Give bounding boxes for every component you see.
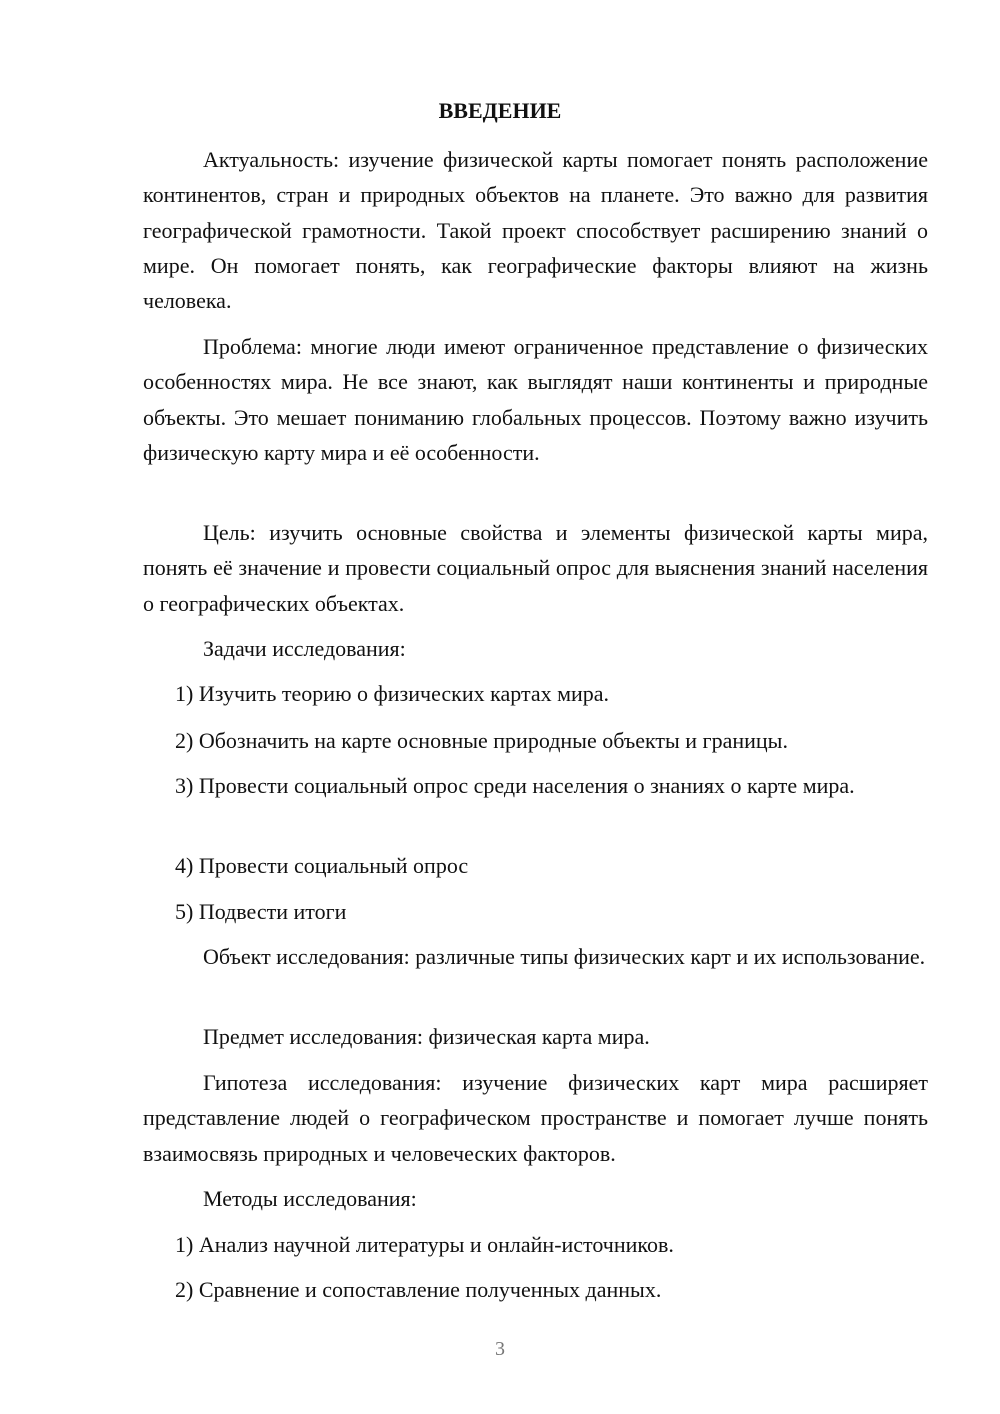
task-item-3: 3) Провести социальный опрос среди населения о знаниях о карте мира. xyxy=(175,773,855,798)
task-item-5: 5) Подвести итоги xyxy=(175,899,347,924)
methods-heading: Методы исследования: xyxy=(203,1186,417,1211)
task-item-2: 2) Обозначить на карте основные природные объекты и границы. xyxy=(175,728,788,753)
problem-paragraph: Проблема: многие люди имеют ограниченное представление о физических особенностях мира. Не все знают, как выглядят наши континенты и природные объекты. Это мешает пониманию глобальных процессов. Поэтому важно изучить физическую карту мира и её особенности. xyxy=(143,334,928,465)
goal-paragraph: Цель: изучить основные свойства и элементы физической карты мира, понять её значение и провести социальный опрос для выяснения знаний населения о географических объектах. xyxy=(143,520,928,616)
method-item-2: 2) Сравнение и сопоставление полученных данных. xyxy=(175,1277,662,1302)
tasks-heading: Задачи исследования: xyxy=(203,636,406,661)
task-item-1: 1) Изучить теорию о физических картах мира. xyxy=(175,681,610,706)
page-number: 3 xyxy=(495,1338,505,1360)
object-paragraph: Объект исследования: различные типы физических карт и их использование. xyxy=(203,944,926,969)
subject-paragraph: Предмет исследования: физическая карта мира. xyxy=(203,1024,650,1049)
relevance-paragraph: Актуальность: изучение физической карты помогает понять расположение континентов, стран и природных объектов на планете. Это важно для развития географической грамотности. Такой проект способствует расширению знаний о мире. Он помогает понять, как географические факторы влияют на жизнь человека. xyxy=(143,147,928,314)
section-heading: ВВЕДЕНИЕ xyxy=(438,98,562,123)
method-item-1: 1) Анализ научной литературы и онлайн-источников. xyxy=(175,1232,674,1257)
hypothesis-paragraph: Гипотеза исследования: изучение физических карт мира расширяет представление людей о географическом пространстве и помогает лучше понять взаимосвязь природных и человеческих факторов. xyxy=(143,1070,928,1166)
task-item-4: 4) Провести социальный опрос xyxy=(175,853,469,878)
